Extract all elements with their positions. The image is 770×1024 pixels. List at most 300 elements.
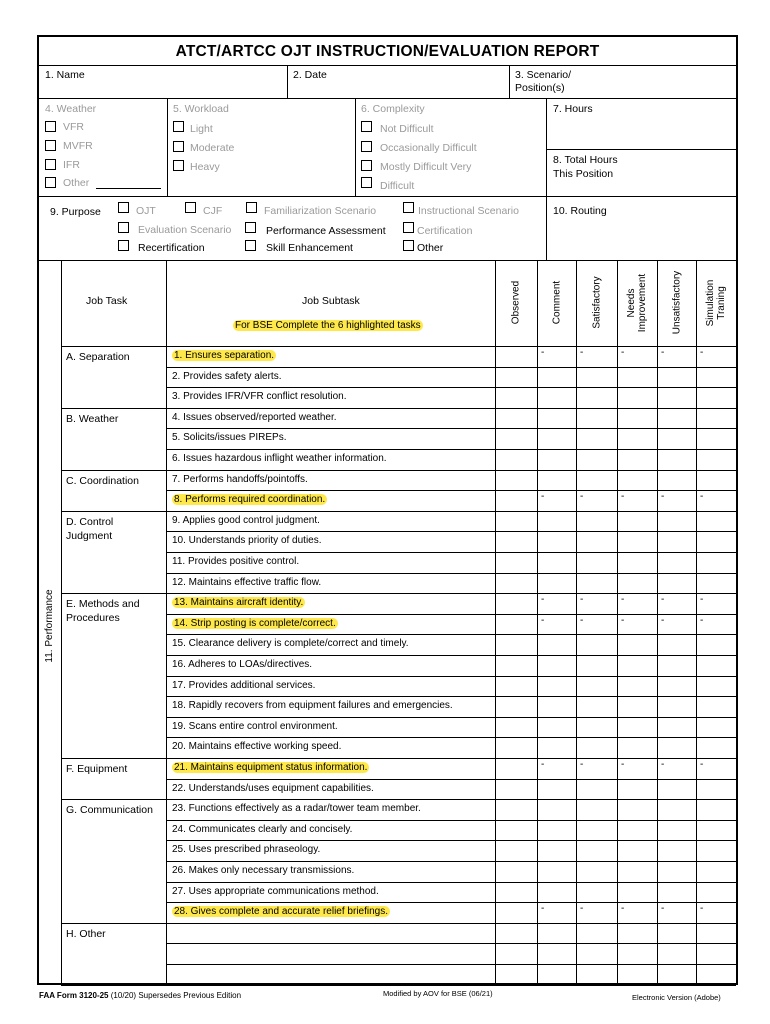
rating-cell[interactable] (538, 574, 575, 593)
rating-dash: - (661, 594, 665, 606)
complexity-not-difficult-checkbox[interactable] (361, 121, 372, 132)
rating-cell[interactable] (697, 574, 735, 593)
rating-cell[interactable] (658, 553, 695, 572)
job-task-label-line2: Judgment (66, 529, 113, 542)
rating-cell[interactable] (658, 800, 695, 819)
rating-dash: - (580, 614, 584, 626)
rating-cell[interactable] (496, 553, 536, 572)
rating-cell[interactable] (697, 347, 735, 366)
rating-cell[interactable] (538, 450, 575, 469)
routing-field[interactable]: 10. Routing (553, 205, 607, 217)
rating-cell[interactable] (658, 841, 695, 860)
subtask-item: 7. Performs handoffs/pointoffs. (172, 473, 308, 485)
subtask-item: 27. Uses appropriate communications method. (172, 885, 379, 897)
rating-cell[interactable] (658, 491, 695, 510)
rating-cell[interactable] (577, 738, 616, 757)
job-task-label: A. Separation (66, 351, 130, 363)
subtask-item: 6. Issues hazardous inflight weather information. (172, 453, 387, 464)
rating-cell[interactable] (658, 862, 695, 881)
purpose-other-label: Other (417, 242, 444, 254)
rating-cell[interactable] (496, 594, 536, 613)
rating-cell[interactable] (697, 491, 735, 510)
job-task-label: H. Other (66, 927, 106, 940)
total-hours-field[interactable]: 8. Total Hours (553, 154, 618, 166)
rating-cell[interactable] (697, 409, 735, 428)
complexity-occasionally-checkbox[interactable] (361, 141, 372, 152)
rating-cell[interactable] (697, 677, 735, 696)
rating-cell[interactable] (618, 780, 656, 799)
rating-cell[interactable] (658, 718, 695, 737)
rating-cell[interactable] (697, 656, 735, 675)
rating-cell[interactable] (697, 532, 735, 551)
rating-cell[interactable] (658, 924, 695, 943)
rating-cell[interactable] (577, 656, 616, 675)
rating-dash: - (580, 347, 584, 358)
subtask-item: 28. Gives complete and accurate relief briefings. (174, 906, 388, 918)
rating-cell[interactable] (538, 903, 575, 922)
rating-cell[interactable] (618, 388, 656, 407)
complexity-occasionally-label: Occasionally Difficult (380, 142, 477, 154)
rating-cell[interactable] (577, 862, 616, 881)
name-field[interactable]: 1. Name (45, 69, 85, 81)
rating-cell[interactable] (658, 697, 695, 716)
rating-cell[interactable] (618, 759, 656, 778)
rating-cell[interactable] (618, 800, 656, 819)
divider (546, 98, 547, 260)
rating-cell[interactable] (496, 924, 536, 943)
rating-cell[interactable] (496, 409, 536, 428)
rating-dash: - (541, 594, 545, 606)
rating-cell[interactable] (658, 677, 695, 696)
rating-cell[interactable] (577, 429, 616, 448)
rating-cell[interactable] (618, 903, 656, 922)
rating-cell[interactable] (658, 388, 695, 407)
rating-cell[interactable] (496, 677, 536, 696)
rating-cell[interactable] (697, 594, 735, 613)
rating-cell[interactable] (538, 965, 575, 984)
purpose-cjf-checkbox[interactable] (185, 202, 196, 213)
rating-dash: - (541, 614, 545, 626)
rating-cell[interactable] (496, 615, 536, 634)
rating-cell[interactable] (658, 821, 695, 840)
weather-label: 4. Weather (45, 103, 97, 115)
rating-cell[interactable] (496, 738, 536, 757)
subtask-item: 2. Provides safety alerts. (172, 370, 282, 382)
rating-cell[interactable] (496, 965, 536, 984)
rating-cell[interactable] (538, 594, 575, 613)
rating-cell[interactable] (577, 759, 616, 778)
divider (546, 149, 736, 150)
rating-cell[interactable] (577, 697, 616, 716)
rating-cell[interactable] (577, 718, 616, 737)
job-task-label: C. Coordination (66, 474, 139, 487)
rating-cell[interactable] (496, 883, 536, 902)
job-task-label: B. Weather (66, 412, 119, 425)
rating-dash: - (700, 759, 704, 770)
rating-cell[interactable] (496, 471, 536, 490)
rating-header-simulation-traning: Simulation Traning (705, 279, 727, 327)
rating-cell[interactable] (697, 944, 735, 963)
rating-dash: - (621, 491, 625, 503)
rating-cell[interactable] (697, 429, 735, 448)
rating-cell[interactable] (538, 697, 575, 716)
subtask-item: 15. Clearance delivery is complete/correct and timely. (172, 638, 409, 650)
date-field[interactable]: 2. Date (293, 69, 327, 81)
rating-cell[interactable] (618, 615, 656, 634)
rating-cell[interactable] (697, 903, 735, 922)
rating-cell[interactable] (697, 924, 735, 943)
rating-cell[interactable] (577, 594, 616, 613)
rating-dash: - (580, 903, 584, 915)
rating-cell[interactable] (538, 532, 575, 551)
purpose-evaluation-checkbox[interactable] (118, 222, 129, 233)
divider (355, 98, 356, 196)
rating-cell[interactable] (577, 388, 616, 407)
rating-cell[interactable] (697, 471, 735, 490)
rating-dash: - (621, 594, 625, 606)
purpose-instructional-label: Instructional Scenario (418, 205, 519, 217)
workload-label: 5. Workload (173, 103, 229, 115)
rating-cell[interactable] (496, 821, 536, 840)
footer-form-id: FAA Form 3120-25 (10/20) Supersedes Previous Edition (39, 991, 242, 1000)
rating-cell[interactable] (538, 512, 575, 531)
rating-cell[interactable] (658, 635, 695, 654)
job-task-header: Job Task (86, 295, 128, 307)
rating-cell[interactable] (618, 347, 656, 366)
complexity-not-difficult-label: Not Difficult (380, 123, 434, 135)
rating-cell[interactable] (658, 471, 695, 490)
rating-cell[interactable] (618, 450, 656, 469)
rating-cell[interactable] (618, 697, 656, 716)
purpose-performance-checkbox[interactable] (245, 222, 256, 233)
rating-dash: - (580, 491, 584, 503)
purpose-skill-label: Skill Enhancement (266, 242, 353, 254)
rating-cell[interactable] (658, 656, 695, 675)
rating-cell[interactable] (496, 656, 536, 675)
weather-other-label: Other (63, 177, 90, 189)
rating-cell[interactable] (697, 821, 735, 840)
rating-cell[interactable] (658, 532, 695, 551)
rating-cell[interactable] (538, 656, 575, 675)
rating-cell[interactable] (496, 388, 536, 407)
rating-cell[interactable] (496, 635, 536, 654)
performance-table (39, 260, 736, 985)
rating-cell[interactable] (658, 450, 695, 469)
workload-moderate-label: Moderate (190, 142, 235, 154)
rating-cell[interactable] (538, 409, 575, 428)
subtask-item: 26. Makes only necessary transmissions. (172, 865, 355, 876)
rating-cell[interactable] (577, 800, 616, 819)
subtask-item: 24. Communicates clearly and concisely. (172, 823, 353, 835)
rating-cell[interactable] (618, 841, 656, 860)
rating-cell[interactable] (538, 738, 575, 757)
rating-cell[interactable] (577, 780, 616, 799)
divider (39, 65, 736, 66)
rating-cell[interactable] (697, 780, 735, 799)
rating-header-unsatisfactory: Unsatisfactory (671, 270, 682, 335)
rating-dash: - (621, 903, 625, 915)
workload-heavy-label: Heavy (190, 161, 220, 173)
rating-cell[interactable] (618, 656, 656, 675)
subtask-item: 14. Strip posting is complete/correct. (174, 617, 336, 629)
rating-cell[interactable] (618, 883, 656, 902)
job-task-label: F. Equipment (66, 763, 128, 775)
rating-cell[interactable] (538, 821, 575, 840)
rating-cell[interactable] (538, 862, 575, 881)
rating-cell[interactable] (538, 944, 575, 963)
rating-cell[interactable] (538, 347, 575, 366)
rating-cell[interactable] (658, 780, 695, 799)
rating-cell[interactable] (618, 965, 656, 984)
footer-modified: Modified by AOV for BSE (06/21) (383, 989, 493, 998)
rating-cell[interactable] (697, 388, 735, 407)
rating-cell[interactable] (697, 759, 735, 778)
rating-cell[interactable] (697, 883, 735, 902)
subtask-item: 5. Solicits/issues PIREPs. (172, 432, 287, 444)
rating-cell[interactable] (618, 862, 656, 881)
rating-cell[interactable] (496, 800, 536, 819)
complexity-very-difficult-checkbox[interactable] (361, 177, 372, 188)
rating-cell[interactable] (577, 532, 616, 551)
rating-cell[interactable] (697, 368, 735, 387)
rating-cell[interactable] (496, 368, 536, 387)
rating-cell[interactable] (496, 697, 536, 716)
rating-cell[interactable] (577, 409, 616, 428)
rating-cell[interactable] (577, 553, 616, 572)
rating-cell[interactable] (697, 615, 735, 634)
rating-cell[interactable] (658, 883, 695, 902)
rating-cell[interactable] (697, 635, 735, 654)
rating-cell[interactable] (618, 553, 656, 572)
rating-dash: - (541, 347, 545, 358)
rating-cell[interactable] (658, 615, 695, 634)
rating-cell[interactable] (577, 883, 616, 902)
subtask-item: 9. Applies good control judgment. (172, 514, 320, 526)
rating-cell[interactable] (496, 718, 536, 737)
rating-cell[interactable] (496, 780, 536, 799)
rating-cell[interactable] (496, 532, 536, 551)
rating-cell[interactable] (618, 491, 656, 510)
purpose-performance-label: Performance Assessment (266, 225, 386, 237)
rating-cell[interactable] (577, 841, 616, 860)
scenario-field[interactable]: 3. Scenario/ (515, 69, 572, 81)
rating-cell[interactable] (658, 429, 695, 448)
rating-cell[interactable] (618, 512, 656, 531)
rating-cell[interactable] (618, 738, 656, 757)
rating-cell[interactable] (697, 862, 735, 881)
rating-cell[interactable] (658, 594, 695, 613)
rating-cell[interactable] (658, 368, 695, 387)
rating-cell[interactable] (496, 574, 536, 593)
weather-other-input[interactable] (96, 188, 161, 189)
rating-cell[interactable] (538, 491, 575, 510)
subtask-item: 1. Ensures separation. (174, 350, 275, 361)
rating-cell[interactable] (538, 718, 575, 737)
workload-heavy-checkbox[interactable] (173, 160, 184, 171)
job-task-label-line2: Procedures (66, 612, 120, 625)
rating-cell[interactable] (538, 471, 575, 490)
rating-cell[interactable] (658, 574, 695, 593)
rating-cell[interactable] (538, 368, 575, 387)
rating-cell[interactable] (618, 944, 656, 963)
job-task-label: E. Methods and (66, 598, 140, 611)
rating-cell[interactable] (577, 615, 616, 634)
rating-cell[interactable] (577, 965, 616, 984)
rating-cell[interactable] (496, 429, 536, 448)
rating-cell[interactable] (538, 677, 575, 696)
rating-dash: - (580, 759, 584, 770)
rating-cell[interactable] (496, 491, 536, 510)
rating-cell[interactable] (577, 924, 616, 943)
divider (61, 260, 62, 985)
rating-cell[interactable] (538, 780, 575, 799)
workload-moderate-checkbox[interactable] (173, 141, 184, 152)
rating-cell[interactable] (496, 347, 536, 366)
rating-cell[interactable] (538, 759, 575, 778)
form-title: ATCT/ARTCC OJT INSTRUCTION/EVALUATION REPORT (175, 43, 600, 60)
rating-cell[interactable] (697, 718, 735, 737)
rating-cell[interactable] (618, 429, 656, 448)
rating-cell[interactable] (538, 800, 575, 819)
rating-cell[interactable] (577, 368, 616, 387)
rating-cell[interactable] (538, 553, 575, 572)
rating-cell[interactable] (697, 450, 735, 469)
rating-cell[interactable] (658, 965, 695, 984)
subtask-item: 8. Performs required coordination. (174, 494, 326, 506)
rating-cell[interactable] (577, 450, 616, 469)
rating-cell[interactable] (618, 924, 656, 943)
rating-cell[interactable] (697, 800, 735, 819)
weather-ifr-checkbox[interactable] (45, 159, 56, 170)
rating-cell[interactable] (496, 903, 536, 922)
rating-cell[interactable] (496, 862, 536, 881)
rating-dash: - (621, 759, 625, 770)
rating-cell[interactable] (538, 841, 575, 860)
rating-cell[interactable] (538, 388, 575, 407)
rating-cell[interactable] (618, 718, 656, 737)
divider (287, 65, 288, 98)
rating-cell[interactable] (538, 924, 575, 943)
purpose-skill-checkbox[interactable] (245, 240, 256, 251)
weather-mvfr-label: MVFR (63, 140, 93, 152)
rating-cell[interactable] (658, 903, 695, 922)
rating-cell[interactable] (697, 965, 735, 984)
rating-dash: - (621, 614, 625, 626)
rating-cell[interactable] (577, 471, 616, 490)
rating-dash: - (700, 594, 704, 606)
rating-cell[interactable] (618, 471, 656, 490)
subtask-item: 23. Functions effectively as a radar/tower team member. (172, 803, 421, 815)
rating-cell[interactable] (697, 738, 735, 757)
rating-cell[interactable] (618, 635, 656, 654)
rating-cell[interactable] (496, 944, 536, 963)
rating-cell[interactable] (577, 491, 616, 510)
subtask-item: 4. Issues observed/reported weather. (172, 411, 337, 423)
rating-cell[interactable] (496, 759, 536, 778)
rating-cell[interactable] (538, 883, 575, 902)
rating-cell[interactable] (618, 574, 656, 593)
rating-cell[interactable] (658, 409, 695, 428)
workload-light-checkbox[interactable] (173, 121, 184, 132)
rating-dash: - (580, 594, 584, 606)
rating-cell[interactable] (577, 903, 616, 922)
rating-dash: - (541, 491, 545, 503)
subtask-item: 11. Provides positive control. (172, 556, 300, 567)
rating-cell[interactable] (658, 512, 695, 531)
divider (39, 98, 736, 99)
rating-cell[interactable] (577, 821, 616, 840)
rating-cell[interactable] (577, 512, 616, 531)
purpose-ojt-checkbox[interactable] (118, 202, 129, 213)
weather-mvfr-checkbox[interactable] (45, 140, 56, 151)
rating-cell[interactable] (538, 635, 575, 654)
purpose-recertification-checkbox[interactable] (118, 240, 129, 251)
rating-cell[interactable] (658, 738, 695, 757)
weather-ifr-label: IFR (63, 159, 80, 171)
rating-cell[interactable] (496, 841, 536, 860)
total-hours-field-line2: This Position (553, 168, 614, 180)
rating-cell[interactable] (496, 450, 536, 469)
job-subtask-header: Job Subtask (302, 295, 360, 307)
rating-cell[interactable] (618, 594, 656, 613)
divider (61, 985, 736, 986)
workload-light-label: Light (190, 123, 213, 135)
weather-other-checkbox[interactable] (45, 177, 56, 188)
divider (509, 65, 510, 98)
rating-cell[interactable] (697, 512, 735, 531)
rating-dash: - (661, 347, 665, 358)
rating-cell[interactable] (658, 347, 695, 366)
rating-cell[interactable] (577, 347, 616, 366)
rating-cell[interactable] (658, 944, 695, 963)
rating-cell[interactable] (618, 368, 656, 387)
rating-cell[interactable] (618, 532, 656, 551)
complexity-mostly-checkbox[interactable] (361, 160, 372, 171)
complexity-very-difficult-label: Difficult (380, 180, 415, 192)
divider (166, 260, 167, 985)
rating-cell[interactable] (538, 429, 575, 448)
subtask-item: 19. Scans entire control environment. (172, 720, 338, 732)
purpose-recertification-label: Recertification (138, 242, 205, 254)
rating-cell[interactable] (577, 677, 616, 696)
rating-cell[interactable] (618, 409, 656, 428)
job-task-label: G. Communication (66, 804, 153, 817)
rating-cell[interactable] (697, 841, 735, 860)
rating-cell[interactable] (496, 512, 536, 531)
subtask-item: 18. Rapidly recovers from equipment failures and emergencies. (172, 700, 453, 712)
rating-dash: - (700, 903, 704, 915)
rating-cell[interactable] (658, 759, 695, 778)
rating-cell[interactable] (538, 615, 575, 634)
purpose-other-checkbox[interactable] (403, 240, 414, 251)
purpose-ojt-label: OJT (136, 205, 156, 217)
rating-cell[interactable] (577, 635, 616, 654)
rating-cell[interactable] (618, 821, 656, 840)
footer-electronic: Electronic Version (Adobe) (632, 993, 721, 1002)
hours-field[interactable]: 7. Hours (553, 103, 593, 115)
rating-cell[interactable] (577, 944, 616, 963)
weather-vfr-checkbox[interactable] (45, 121, 56, 132)
rating-cell[interactable] (697, 697, 735, 716)
ojt-report-form (37, 35, 738, 985)
purpose-certification-checkbox[interactable] (403, 222, 414, 233)
rating-cell[interactable] (618, 677, 656, 696)
purpose-certification-label: Certification (417, 225, 473, 237)
rating-cell[interactable] (577, 574, 616, 593)
purpose-instructional-checkbox[interactable] (403, 202, 414, 213)
rating-cell[interactable] (697, 553, 735, 572)
purpose-familiarization-checkbox[interactable] (246, 202, 257, 213)
